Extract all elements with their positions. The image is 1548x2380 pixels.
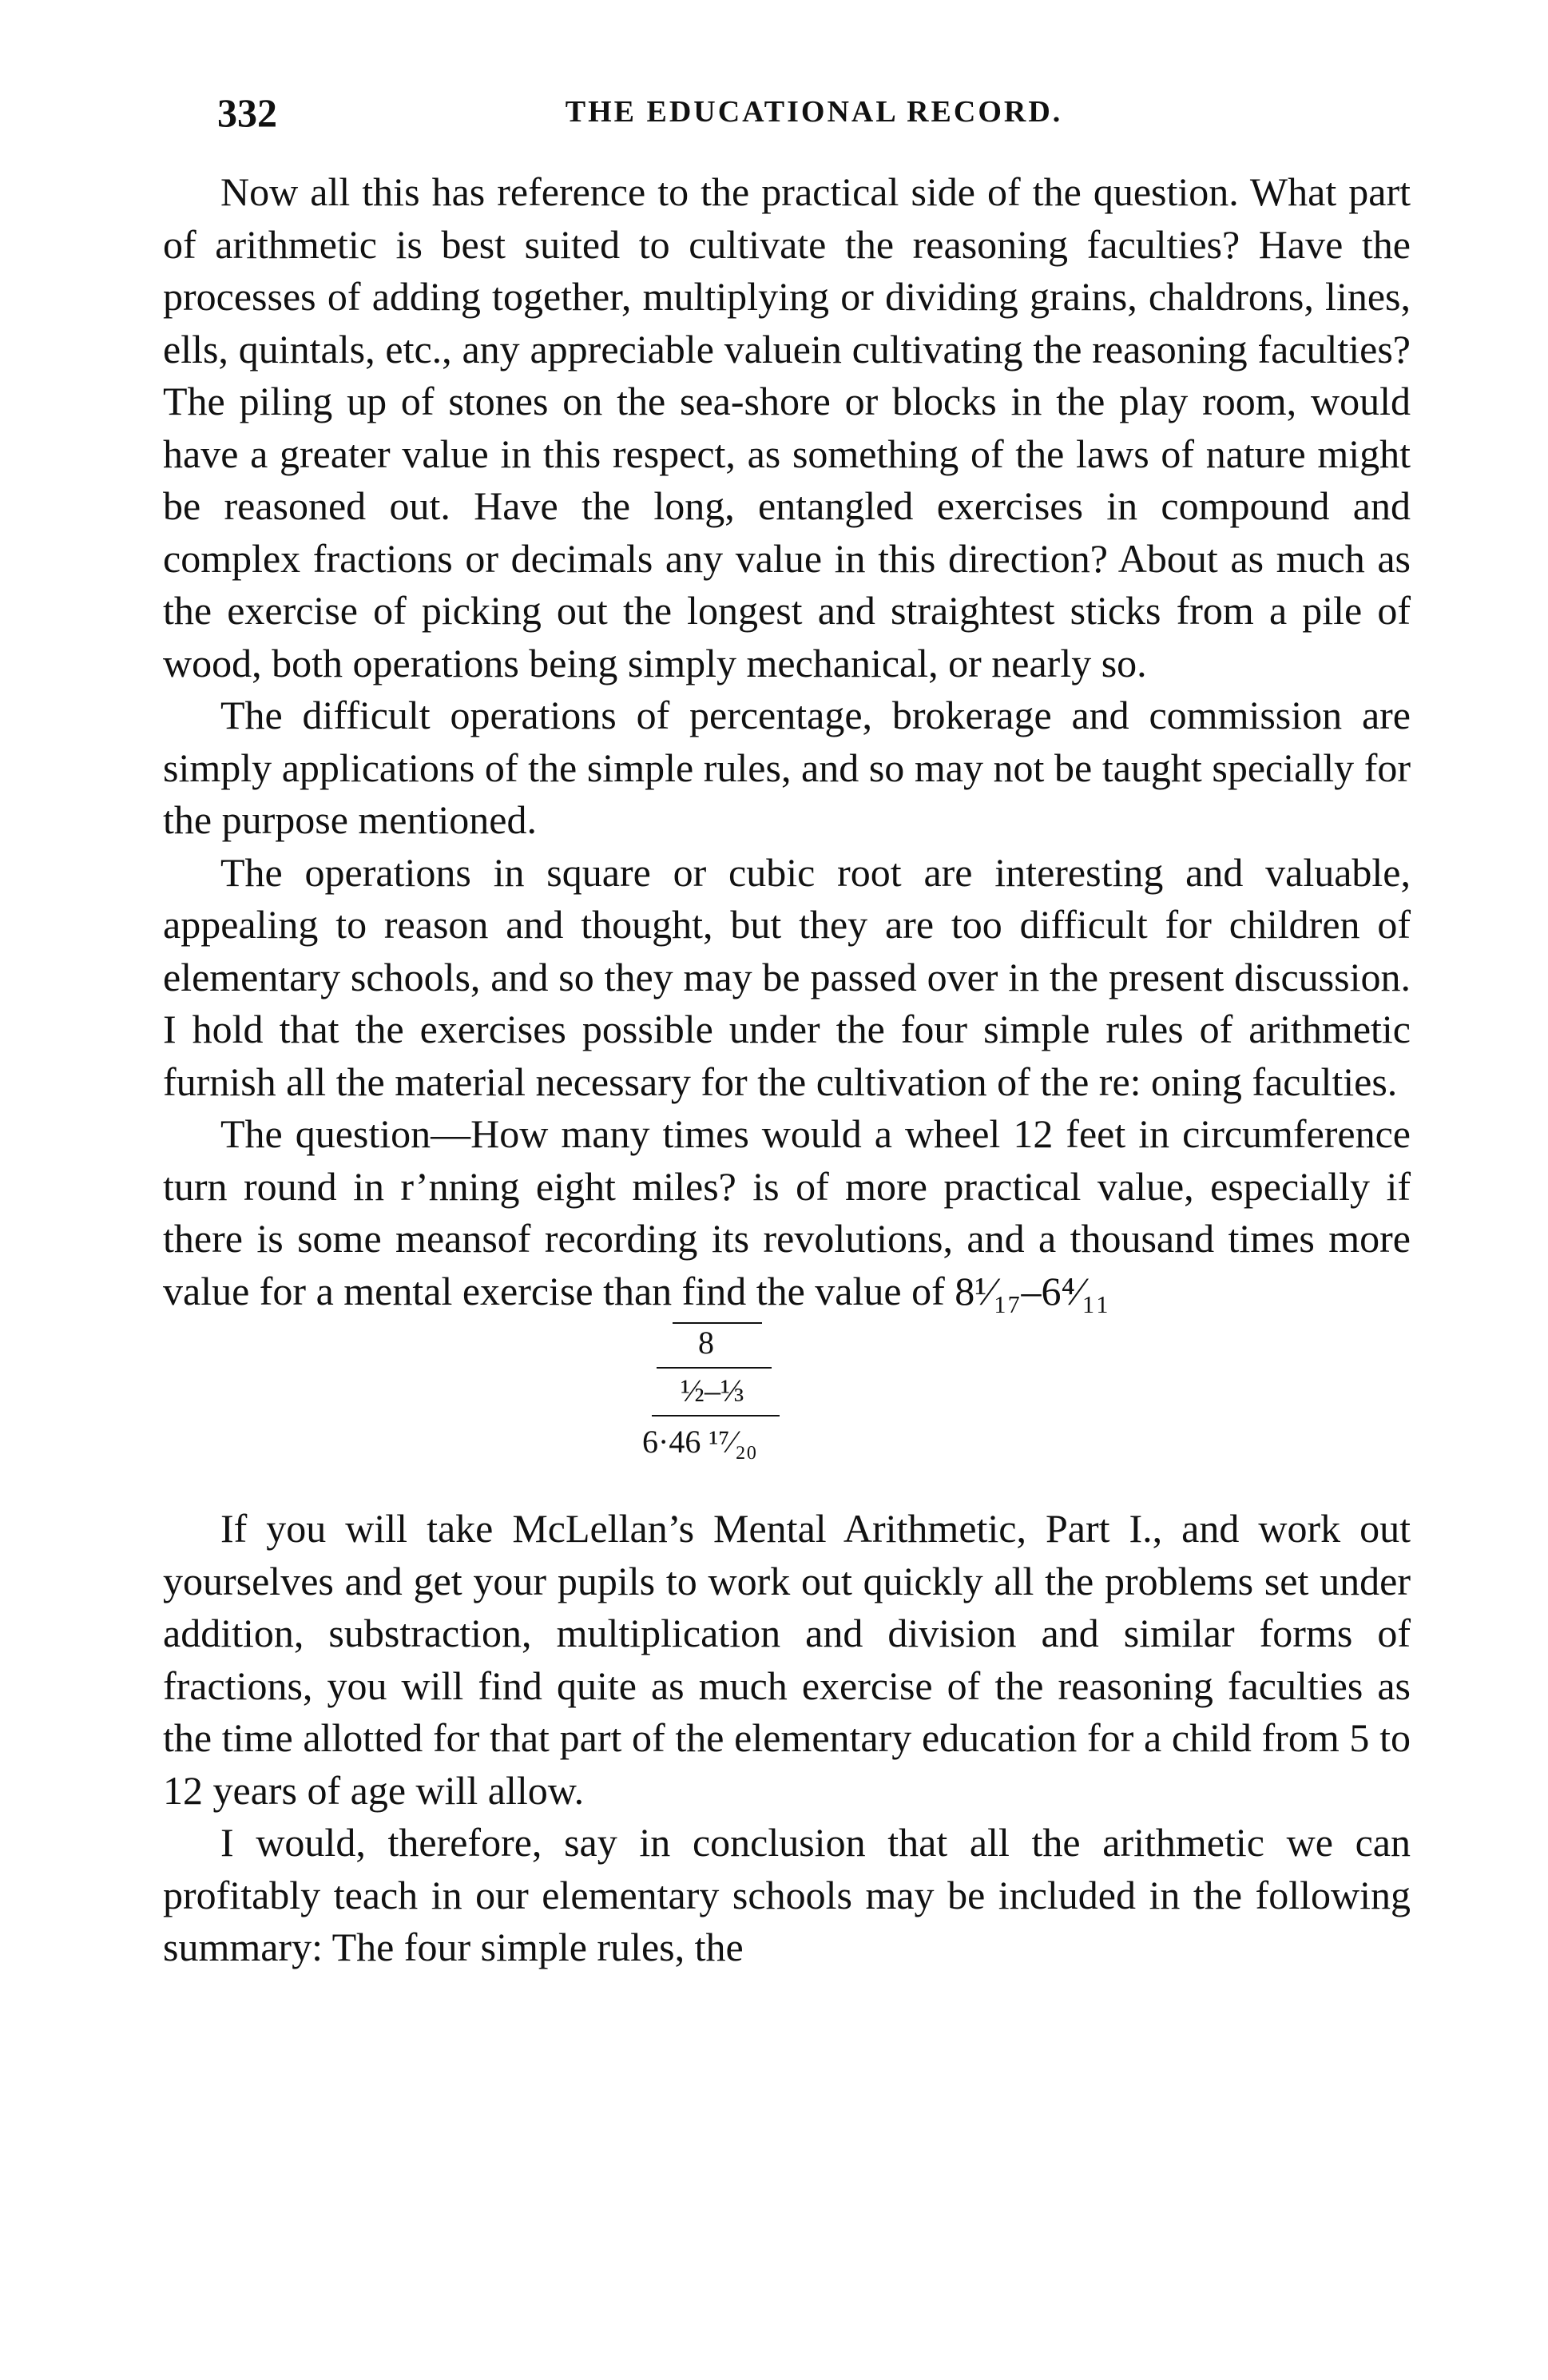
paragraph-square-root: The operations in square or cubic root are interesting and valuable, appealing to reason and thought, but they are too difficult for children of elementary schools, and so they may be passed over in the present discussion. I hold that the exercises possible under the four simple rules of arithmetic furnish all the material necessary for the cultivation of the re: oning faculties. (163, 849, 1411, 1104)
fraction-denominator: 8 (698, 1325, 714, 1361)
fraction-rule-2 (657, 1367, 772, 1369)
paragraph-practical-side: Now all this has reference to the practical side of the question. What part of arithmetic is best suited to cultivate the reasoning faculties? Have the processes of adding together, multiplying or dividing grains, chaldrons, lines, ells, quintals, etc., any appreciable valuein cultivating the reasoning faculties? The piling up of stones on the sea-shore or blocks in the play room, would have a greater value in this respect, as something of the laws of nature might be reasoned out. Have the long, entangled exercises in compound and complex fractions or decimals any value in this direction? About as much as the exercise of picking out the longest and straightest sticks from a pile of wood, both operations being simply mechanical, or nearly so. (163, 169, 1411, 685)
fraction-result: 6·46 ¹⁷⁄₂₀ (642, 1424, 757, 1460)
paragraph-percentage: The difficult operations of percentage, brokerage and commission are simply applications of the simple rules, and so may not be taught specially for the purpose mentioned. (163, 693, 1411, 842)
body-text (163, 166, 1411, 1974)
page-header (217, 89, 1411, 137)
fraction-rule-1 (673, 1322, 762, 1324)
page-number: 332 (217, 90, 277, 135)
paragraph-mclellan: If you will take McLellan’s Mental Arithmetic, Part I., and work out yourselves and get your pupils to work out quickly all the problems set under addition, substraction, multiplication and division and similar forms of fractions, you will find quite as much exercise of the reasoning faculties as the time allotted for that part of the elementary education for a child from 5 to 12 years of age will allow. (163, 1506, 1411, 1813)
paragraph-conclusion: I would, therefore, say in conclusion that all the arithmetic we can profitably teach in our elementary schools may be included in the following summary: The four simple rules, the (163, 1820, 1411, 1969)
running-title: THE EDUCATIONAL RECORD. (565, 95, 1063, 129)
fraction-subtraction: ½–⅓ (681, 1373, 744, 1409)
paragraph-wheel-question: The question—How many times would a wheel 12 feet in circumference turn round in r’nning eight miles? is of more practical value, especially if there is some meansof recording its revolutions, and a thousand times more value for a mental exercise than find the value of 8¹⁄₁₇–6⁴⁄₁₁ (163, 1111, 1411, 1313)
fraction-expression (163, 1317, 1411, 1503)
fraction-rule-3 (652, 1415, 780, 1416)
